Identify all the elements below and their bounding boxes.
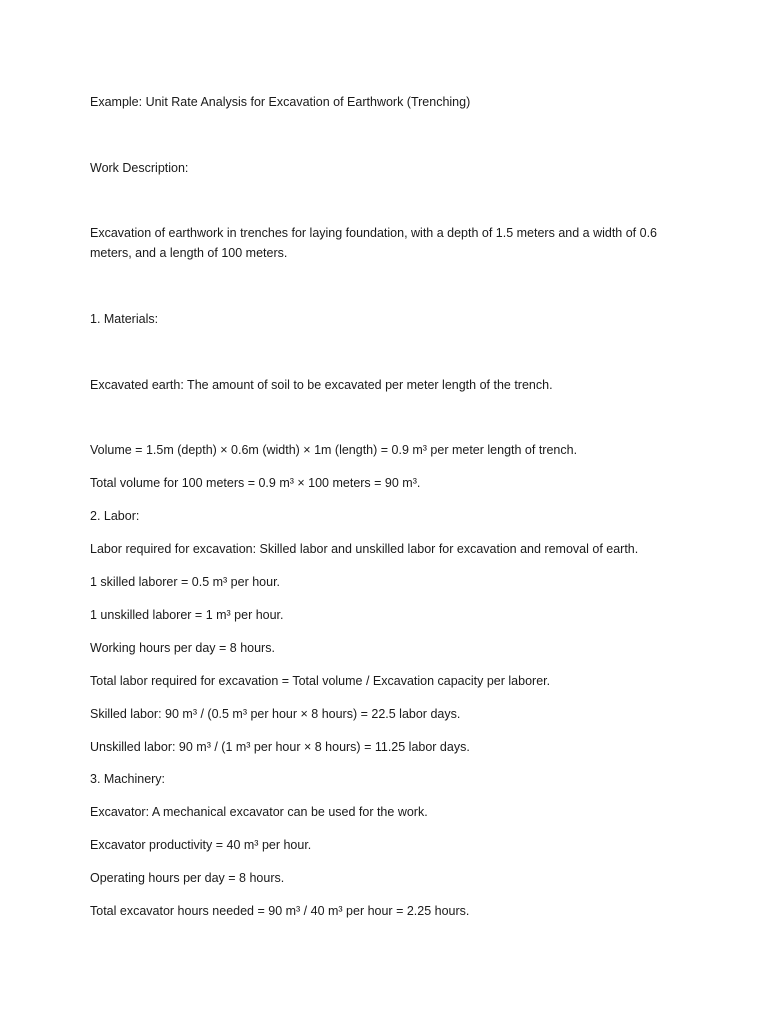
- labor-skilled-rate: 1 skilled laborer = 0.5 m³ per hour.: [90, 575, 281, 589]
- labor-intro: Labor required for excavation: Skilled labor and unskilled labor for excavation and removal of earth.: [90, 542, 639, 556]
- materials-intro: Excavated earth: The amount of soil to be excavated per meter length of the trench.: [90, 378, 553, 392]
- labor-unskilled-rate: 1 unskilled laborer = 1 m³ per hour.: [90, 608, 284, 622]
- labor-unskilled-total: Unskilled labor: 90 m³ / (1 m³ per hour × 8 hours) = 11.25 labor days.: [90, 740, 470, 754]
- labor-formula: Total labor required for excavation = Total volume / Excavation capacity per laborer.: [90, 674, 551, 688]
- materials-total-volume: Total volume for 100 meters = 0.9 m³ × 100 meters = 90 m³.: [90, 476, 421, 490]
- materials-heading: 1. Materials:: [90, 312, 159, 326]
- materials-volume: Volume = 1.5m (depth) × 0.6m (width) × 1m (length) = 0.9 m³ per meter length of trench.: [90, 443, 578, 457]
- machinery-operating-hours: Operating hours per day = 8 hours.: [90, 871, 285, 885]
- labor-skilled-total: Skilled labor: 90 m³ / (0.5 m³ per hour × 8 hours) = 22.5 labor days.: [90, 707, 461, 721]
- machinery-heading: 3. Machinery:: [90, 772, 166, 786]
- machinery-excavator: Excavator: A mechanical excavator can be used for the work.: [90, 805, 428, 819]
- labor-heading: 2. Labor:: [90, 509, 140, 523]
- work-description-text: Excavation of earthwork in trenches for laying foundation, with a depth of 1.5 meters and a width of 0.6 meters, and a length of 100 meters.: [90, 226, 657, 260]
- work-description-heading: Work Description:: [90, 161, 189, 175]
- machinery-total-hours: Total excavator hours needed = 90 m³ / 40 m³ per hour = 2.25 hours.: [90, 904, 470, 918]
- machinery-productivity: Excavator productivity = 40 m³ per hour.: [90, 838, 312, 852]
- labor-working-hours: Working hours per day = 8 hours.: [90, 641, 275, 655]
- document-title: Example: Unit Rate Analysis for Excavation of Earthwork (Trenching): [90, 95, 471, 109]
